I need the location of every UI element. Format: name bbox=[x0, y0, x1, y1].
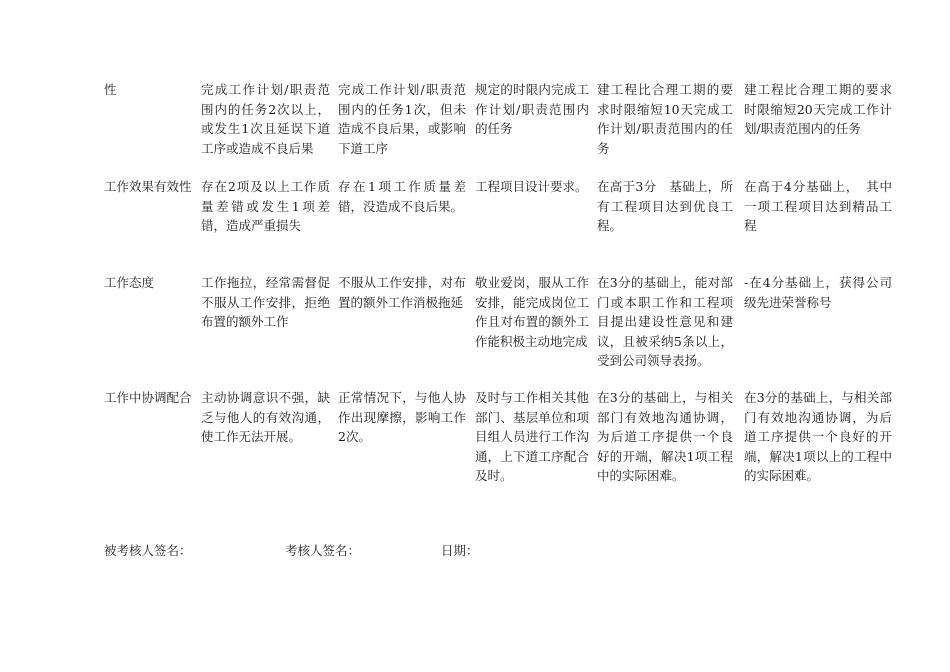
criterion-cell: 工作效果有效性 bbox=[104, 179, 192, 194]
level5-cell: -在4分基础上，获得公司级先进荣誉称号 bbox=[744, 275, 892, 310]
criterion-cell: 工作中协调配合 bbox=[104, 390, 192, 405]
criterion-cell: 性 bbox=[104, 82, 117, 97]
level3-cell: 规定的时限内完成工作计划/职责范围内的任务 bbox=[475, 82, 589, 136]
level2-cell: 完成工作计划/职责范围内的任务1次，但未造成不良后果，或影响下道工序 bbox=[338, 82, 466, 156]
level3-cell: 及时与工作相关其他部门、基层单位和项目组人员进行工作沟通，上下道工序配合及时。 bbox=[475, 390, 589, 483]
level3-cell: 工程项目设计要求。 bbox=[475, 179, 588, 194]
level5-cell: 在3分的基础上，与相关部门有效地沟通协调，为后道工序提供一个良好的开端，解决1项以上的工程中的实际困难。 bbox=[744, 390, 892, 483]
level4-cell: 在3分的基础上，与相关部门有效地沟通协调，为后道工序提供一个良好的开端，解决1项工程中的实际困难。 bbox=[597, 390, 733, 483]
level2-cell: 正常情况下，与他人协作出现摩擦，影响工作2次。 bbox=[338, 390, 466, 444]
level5-cell: 建工程比合理工期的要求时限缩短20天完成工作计划/职责范围内的任务 bbox=[744, 82, 892, 136]
level2-cell: 不服从工作安排，对布置的额外工作消极拖延 bbox=[338, 275, 466, 310]
level5-cell: 在高于4分基础上， 其中一项工程项目达到精品工程 bbox=[744, 179, 892, 233]
level2-cell: 存在1项工作质量差错，没造成不良后果。 bbox=[338, 179, 466, 214]
level1-cell: 存在2项及以上工作质量差错或发生1项差错，造成严重损失 bbox=[201, 179, 330, 233]
level1-cell: 工作拖拉，经常需督促不服从工作安排，拒绝布置的额外工作 bbox=[201, 275, 330, 329]
level4-cell: 建工程比合理工期的要求时限缩短10天完成工作计划/职责范围内的任务 bbox=[597, 82, 733, 156]
level4-cell: 在高于3分 基础上，所有工程项目达到优良工程。 bbox=[597, 179, 733, 233]
criterion-cell: 工作态度 bbox=[104, 275, 155, 290]
level1-cell: 完成工作计划/职责范围内的任务2次以上，或发生1次且延误下道工序或造成不良后果 bbox=[201, 82, 330, 156]
examinee-signature-label: 被考核人签名： bbox=[104, 543, 192, 558]
level4-cell: 在3分的基础上，能对部门或本职工作和工程项目提出建设性意见和建议，且被采纳5条以上，受到公司领导表扬。 bbox=[597, 275, 733, 368]
level3-cell: 敬业爱岗，服从工作安排，能完成岗位工作且对布置的额外工作能积极主动地完成 bbox=[475, 275, 589, 349]
level1-cell: 主动协调意识不强，缺乏与他人的有效沟通，使工作无法开展。 bbox=[201, 390, 330, 444]
date-label: 日期： bbox=[441, 543, 479, 558]
examiner-signature-label: 考核人签名： bbox=[285, 543, 361, 558]
